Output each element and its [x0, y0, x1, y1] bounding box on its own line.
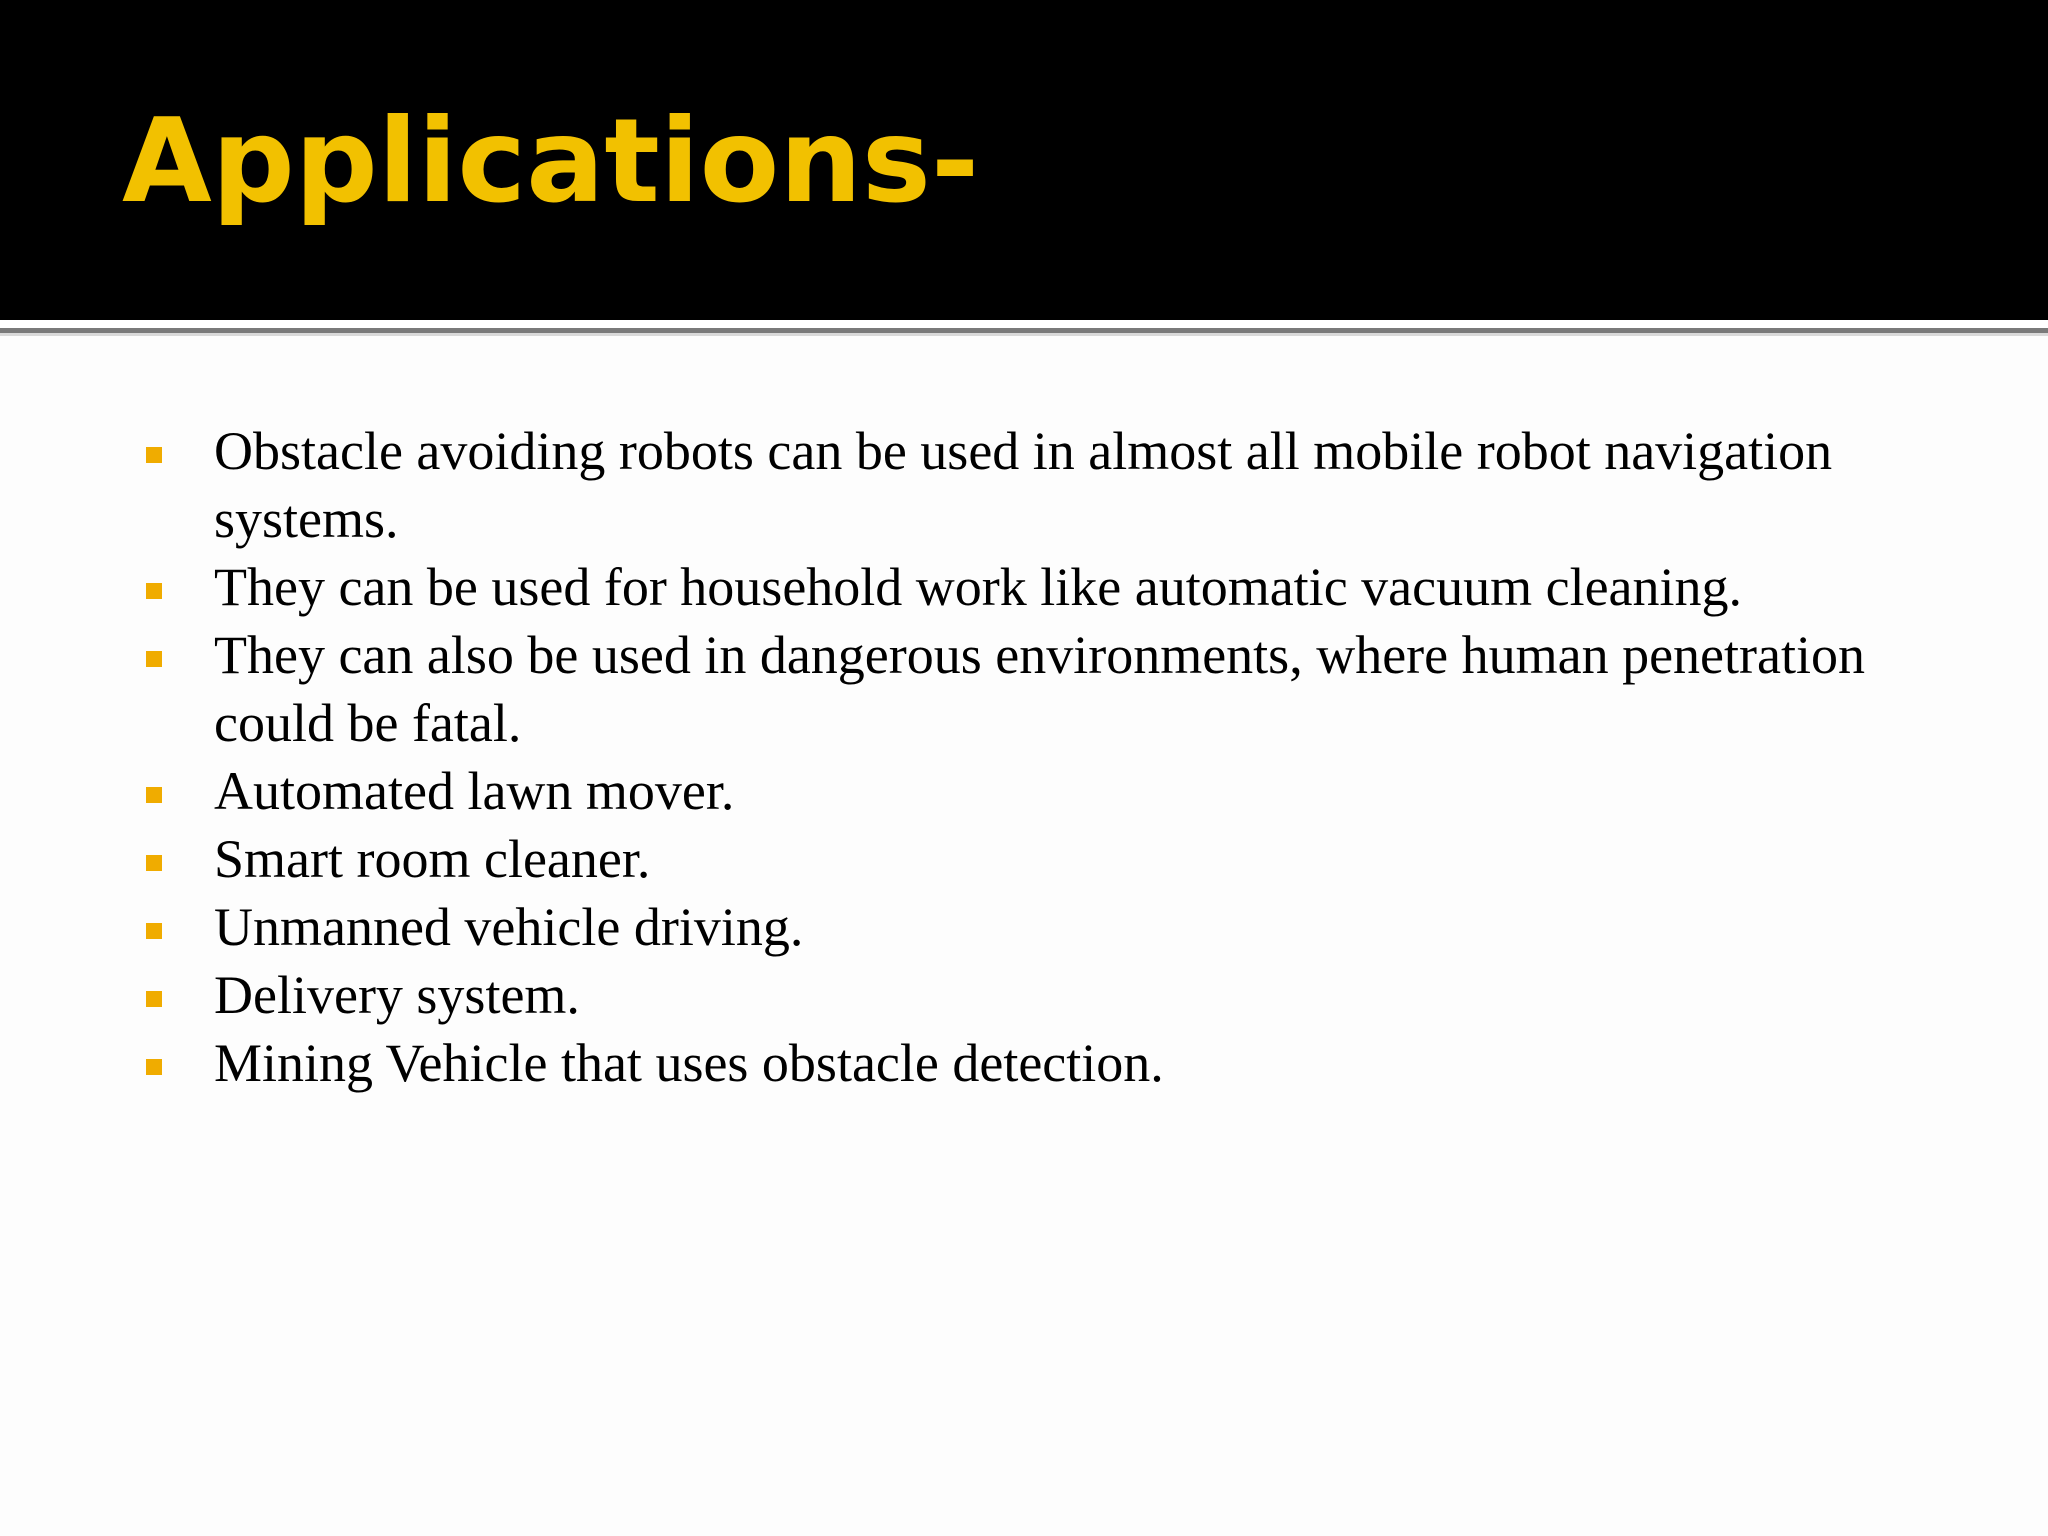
square-bullet-icon	[146, 855, 162, 871]
bullet-text: They can also be used in dangerous environments, where human penetration could be fatal.	[214, 625, 1865, 753]
bullet-text: Unmanned vehicle driving.	[214, 897, 804, 957]
square-bullet-icon	[146, 583, 162, 599]
title-band	[0, 0, 2048, 320]
bullet-text: Mining Vehicle that uses obstacle detection.	[214, 1033, 1164, 1093]
bullet-text: Automated lawn mover.	[214, 761, 735, 821]
bullet-item	[0, 553, 2048, 621]
bullet-text: Delivery system.	[214, 965, 580, 1025]
title-divider-shadow	[0, 333, 2048, 336]
bullet-item	[0, 417, 2048, 553]
slide-title: Applications-	[122, 94, 980, 229]
title-divider-highlight	[0, 320, 2048, 328]
bullet-item	[0, 961, 2048, 1029]
bullet-item	[0, 825, 2048, 893]
bullet-text: Obstacle avoiding robots can be used in almost all mobile robot navigation systems.	[214, 421, 1833, 549]
square-bullet-icon	[146, 447, 162, 463]
square-bullet-icon	[146, 923, 162, 939]
square-bullet-icon	[146, 1059, 162, 1075]
bullet-list	[0, 417, 2048, 1097]
bullet-text: They can be used for household work like automatic vacuum cleaning.	[214, 557, 1743, 617]
bullet-text: Smart room cleaner.	[214, 829, 651, 889]
square-bullet-icon	[146, 787, 162, 803]
bullet-item	[0, 893, 2048, 961]
square-bullet-icon	[146, 991, 162, 1007]
square-bullet-icon	[146, 651, 162, 667]
bullet-item	[0, 621, 2048, 757]
bullet-item	[0, 757, 2048, 825]
bullet-item	[0, 1029, 2048, 1097]
